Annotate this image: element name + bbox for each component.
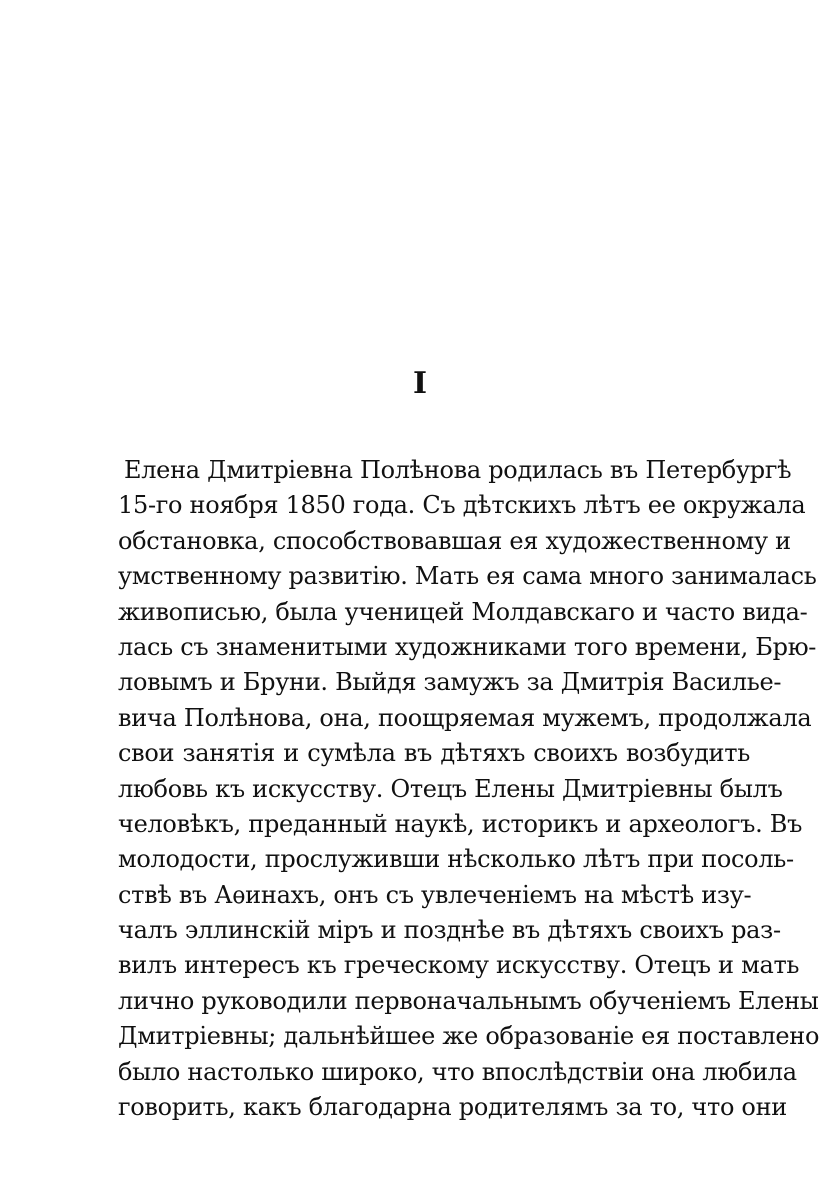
text-line: вилъ интересъ къ греческому искусству. Отецъ и мать bbox=[118, 951, 800, 980]
text-line: обстановка, способствовавшая ея художественному и bbox=[118, 526, 791, 555]
text-line: 15-го ноября 1850 года. Съ дѣтскихъ лѣтъ ее окружала bbox=[118, 491, 806, 520]
chapter-number: I bbox=[412, 366, 428, 401]
text-line: живописью, была ученицей Молдавскаго и часто вида- bbox=[118, 597, 808, 626]
text-line: любовь къ искусству. Отецъ Елены Дмитріевны былъ bbox=[118, 774, 783, 803]
text-line: ловымъ и Бруни. Выйдя замужъ за Дмитрія Василье- bbox=[118, 668, 782, 697]
text-line: Елена Дмитріевна Полѣнова родилась въ Петербургѣ bbox=[124, 456, 792, 484]
text-line: свои занятія и сумѣла въ дѣтяхъ своихъ возбудить bbox=[118, 739, 750, 768]
text-line: лась съ знаменитыми художниками того времени, Брю- bbox=[118, 632, 817, 661]
text-line: говорить, какъ благодарна родителямъ за то, что они bbox=[118, 1093, 787, 1122]
text-line: вича Полѣнова, она, поощряемая мужемъ, продолжала bbox=[118, 703, 812, 732]
text-line: молодости, прослуживши нѣсколько лѣтъ при посоль- bbox=[118, 845, 794, 874]
text-line: человѣкъ, преданный наукѣ, историкъ и археологъ. Въ bbox=[118, 809, 803, 838]
text-line: Дмитріевны; дальнѣйшее же образованіе ея поставлено bbox=[118, 1022, 820, 1051]
text-line: чалъ эллинскій міръ и позднѣе въ дѣтяхъ своихъ раз- bbox=[118, 916, 781, 945]
text-line: умственному развитію. Мать ея сама много занималась bbox=[118, 562, 817, 591]
text-line: было настолько широко, что впослѣдствіи она любила bbox=[118, 1057, 797, 1086]
text-line: ствѣ въ Аѳинахъ, онъ съ увлеченіемъ на мѣстѣ изу- bbox=[118, 880, 752, 909]
text-line: лично руководили первоначальнымъ обученіемъ Елены bbox=[118, 986, 819, 1015]
body-text bbox=[118, 453, 820, 1125]
